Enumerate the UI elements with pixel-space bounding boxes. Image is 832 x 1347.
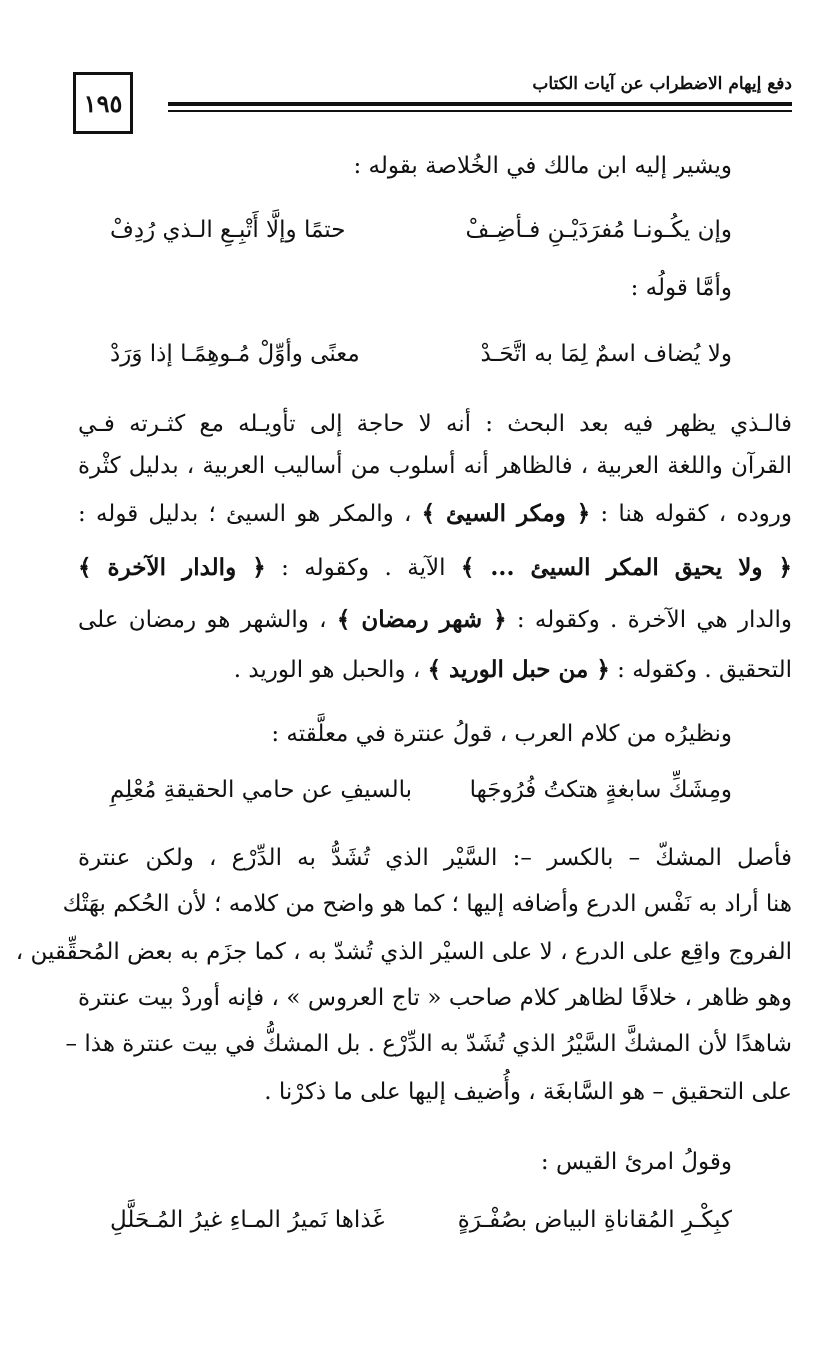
- quran-quote: ﴿ ولا يحيق المكر السيئ ... ﴾: [460, 554, 793, 581]
- paragraph-line: وهو ظاهر ، خلافًا لظاهر كلام صاحب « تاج العروس » ، فإنه أوردْ بيت عنترة: [78, 985, 792, 1011]
- quran-quote: ﴿ من حبل الوريد ﴾: [427, 656, 610, 683]
- paragraph-line: [78, 548, 792, 588]
- quran-quote: ﴿ شهر رمضان ﴾: [336, 606, 507, 633]
- verse-hemistich-second: بالسيفِ عن حامي الحقيقةِ مُعْلِمِ: [110, 777, 412, 803]
- quran-quote: ﴿ ومكر السيئ ﴾: [421, 500, 591, 527]
- verse-hemistich-second: غَذاها نَميرُ المـاءِ غيرُ المُـحَلَّلِ: [110, 1207, 385, 1233]
- verse-line: [110, 1200, 732, 1240]
- line-segment: ، والمكر هو السيئ ؛ بدليل قوله :: [78, 501, 412, 527]
- line-segment: ، والحبل هو الوريد .: [233, 657, 421, 683]
- verse-hemistich-first: كبِكْـرِ المُقاناةِ البياض بصُفْـرَةٍ: [457, 1207, 732, 1233]
- page-number-box: [73, 72, 133, 134]
- paragraph-line: هنا أراد به نَفْس الدرع وأضافه إليها ؛ كما هو واضح من كلامه ؛ لأن الحُكم بهَتْك: [62, 891, 792, 917]
- verse-line: [110, 210, 732, 250]
- verse-hemistich-first: وإن يكُـونـا مُفرَدَيْـنِ فـأضِـفْ: [465, 217, 732, 243]
- paragraph-line: الفروج واقِع على الدرع ، لا على السيْر الذي تُشدّ به ، كما جزَم به بعض المُحقِّقين ،: [15, 939, 792, 965]
- verse-hemistich-first: ومِشَكِّ سابغةٍ هتكتُ فُرُوجَها: [469, 777, 732, 803]
- verse-hemistich-second: حتمًا وإلَّا أَتْبِـعِ الـذي رُدِفْ: [110, 217, 346, 243]
- paragraph-line: القرآن واللغة العربية ، فالظاهر أنه أسلوب من أساليب العربية ، بدليل كثْرة: [78, 453, 792, 479]
- verse-line: [110, 334, 732, 374]
- text-line: ويشير إليه ابن مالك في الخُلاصة بقوله :: [353, 153, 732, 179]
- verse-line: [110, 770, 732, 810]
- paragraph-line: [78, 494, 792, 534]
- paragraph-line: [78, 650, 792, 690]
- quran-quote: ﴿ والدار الآخرة ﴾: [78, 554, 266, 581]
- paragraph-line: فأصل المشكّ – بالكسر –: السَّيْر الذي تُشَدُّ به الدِّرْع ، ولكن عنترة: [78, 845, 792, 871]
- header-rule-thick: [168, 102, 792, 106]
- paragraph-line: فالـذي يظهر فيه بعد البحث : أنه لا حاجة إلى تأويـله مع كثـرته فـي: [78, 411, 792, 437]
- header-rule-thin: [168, 110, 792, 112]
- paragraph-line: شاهدًا لأن المشكَّ السَّيْرُ الذي تُشَدّ به الدِّرْع . بل المشكُّ في بيت عنترة هذا –: [65, 1031, 792, 1057]
- running-title: دفع إيهام الاضطراب عن آيات الكتاب: [532, 74, 792, 94]
- page-number: ١٩٥: [83, 88, 123, 118]
- line-segment: وروده ، كقوله هنا :: [600, 501, 793, 527]
- paragraph-line: [78, 600, 792, 640]
- line-segment: الآية . وكقوله :: [281, 555, 446, 581]
- text-line: ونظيرُه من كلام العرب ، قولُ عنترة في معلَّقته :: [271, 721, 732, 747]
- text-line: وأمَّا قولُه :: [630, 275, 732, 301]
- verse-hemistich-second: معنًى وأوِّلْ مُـوهِمًـا إذا وَرَدْ: [110, 341, 360, 367]
- line-segment: التحقيق . وكقوله :: [617, 657, 792, 683]
- line-segment: ، والشهر هو رمضان على: [78, 607, 327, 633]
- text-line: وقولُ امرئ القيس :: [540, 1149, 732, 1175]
- paragraph-line: على التحقيق – هو السَّابغَة ، وأُضيف إليها على ما ذكرْنا .: [264, 1079, 792, 1105]
- verse-hemistich-first: ولا يُضاف اسمٌ لِمَا به اتَّحَـدْ: [480, 341, 732, 367]
- line-segment: والدار هي الآخرة . وكقوله :: [516, 607, 793, 633]
